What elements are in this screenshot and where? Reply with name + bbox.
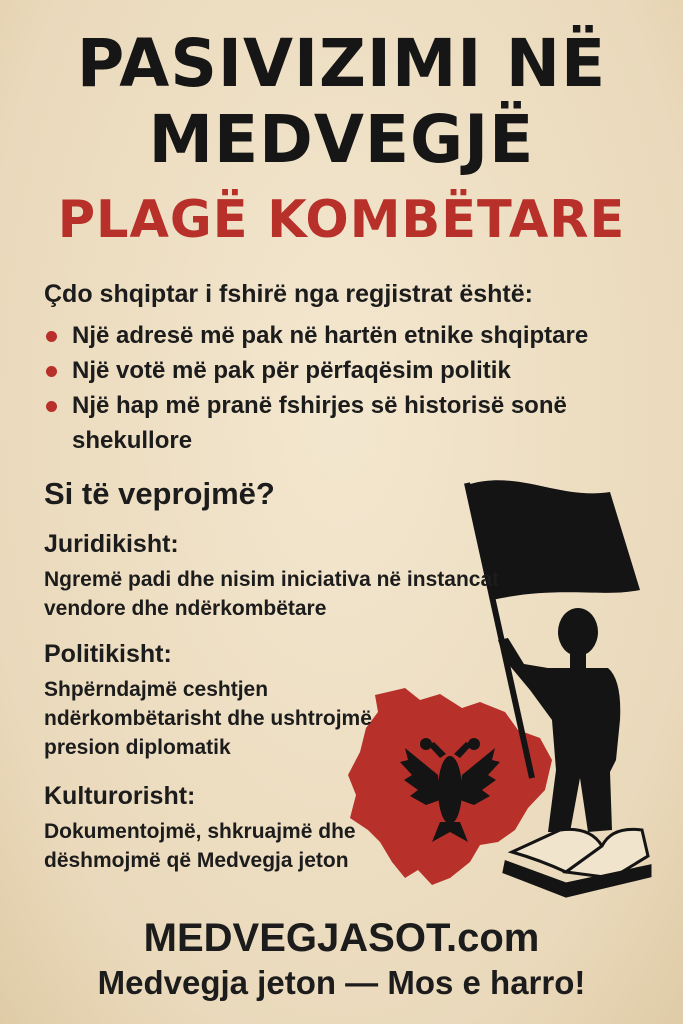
intro-text: Çdo shqiptar i fshirë nga regjistrat është: <box>44 280 533 308</box>
list-item <box>44 353 654 388</box>
section-text: Dokumentojmë, shkruajmë dhe dëshmojmë që Medvegja jeton <box>44 820 356 872</box>
book-icon <box>504 829 650 896</box>
title-line-1: PASIVIZIMI NË <box>76 25 607 102</box>
bullet-dot-icon <box>46 366 57 377</box>
section-legal <box>44 530 524 623</box>
bullet-text: Një votë më pak për përfaqësim politik <box>72 357 511 384</box>
section-heading: Kulturorisht: <box>44 782 196 810</box>
title-line-3: PLAGË KOMBËTARE <box>57 190 626 250</box>
bullet-dot-icon <box>46 401 57 412</box>
section-cultural <box>44 782 524 875</box>
list-item <box>44 388 632 458</box>
section-political <box>44 640 524 762</box>
bullet-text: Një hap më pranë fshirjes së historisë sonë shekullore <box>72 392 567 454</box>
list-item <box>44 318 654 353</box>
title-line-2: MEDVEGJË <box>148 101 535 178</box>
section-text: Shpërndajmë ceshtjen ndërkombëtarisht dhe ushtrojmë presion diplomatik <box>44 678 372 759</box>
website-link[interactable]: MEDVEGJASOT.com <box>143 916 540 960</box>
section-heading: Politikisht: <box>44 640 172 668</box>
slogan: Medvegja jeton — Mos e harro! <box>97 964 586 1001</box>
bullet-dot-icon <box>46 331 57 342</box>
section-text: Ngremë padi dhe nisim iniciativa në instancat vendore dhe ndërkombëtare <box>44 568 500 620</box>
question-heading: Si të veprojmë? <box>44 476 275 511</box>
bullet-list <box>44 318 654 458</box>
section-heading: Juridikisht: <box>44 530 179 558</box>
bullet-text: Një adresë më pak në hartën etnike shqiptare <box>72 322 589 349</box>
